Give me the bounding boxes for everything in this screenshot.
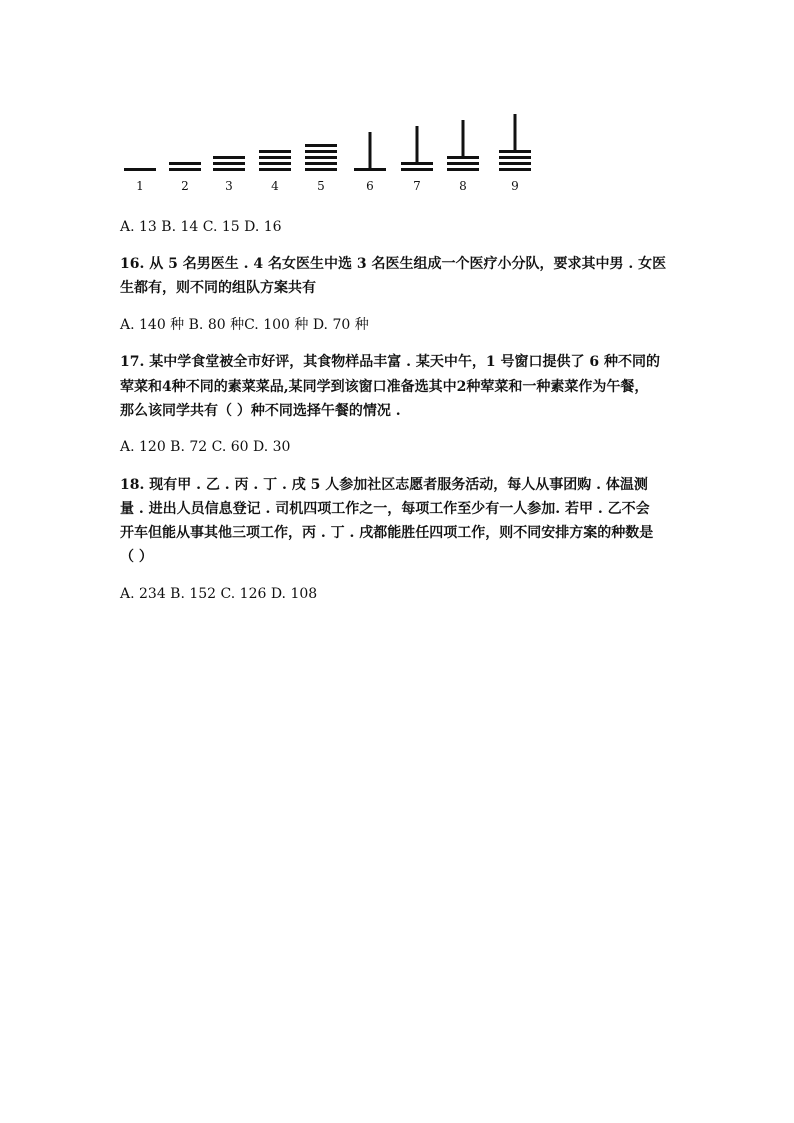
rod-numeral-2: [169, 162, 201, 193]
rod-label-7: 7: [413, 179, 421, 193]
rod-bar: [124, 168, 156, 171]
rod-bar: [259, 168, 291, 171]
rod-label-8: 8: [459, 179, 467, 193]
q16-line-2: 生都有，则不同的组队方案共有: [120, 280, 316, 296]
q16-line-1: 16. 从 5 名男医生 . 4 名女医生中选 3 名医生组成一个医疗小分队，要求其中男 . 女医: [120, 256, 667, 272]
rod-numeral-3: [213, 156, 245, 193]
rod-bar: [213, 156, 245, 159]
rod-bar: [305, 162, 337, 165]
counting-rods-figure: [118, 98, 538, 198]
q18-options: A. 234 B. 152 C. 126 D. 108: [120, 586, 318, 602]
rod-vertical-bar: [416, 126, 419, 162]
rod-bar: [259, 150, 291, 153]
rod-bar: [305, 150, 337, 153]
rod-bar: [447, 156, 479, 159]
rod-bar: [213, 162, 245, 165]
rod-bar: [305, 144, 337, 147]
q17-options: A. 120 B. 72 C. 60 D. 30: [120, 439, 291, 455]
rod-bar: [499, 168, 531, 171]
q17-line-2: 荤菜和4种不同的素菜菜品,某同学到该窗口准备选其中2种荤菜和一种素菜作为午餐，: [120, 379, 649, 395]
q17-line-3: 那么该同学共有（ ）种不同选择午餐的情况 .: [120, 403, 401, 419]
rod-bar: [447, 162, 479, 165]
rod-bar: [401, 168, 433, 171]
rod-vertical-bar: [462, 120, 465, 156]
q18-line-3: 开车但能从事其他三项工作，丙 . 丁 . 戌都能胜任四项工作，则不同安排方案的种数是: [120, 525, 654, 541]
rod-label-2: 2: [181, 179, 189, 193]
rod-label-6: 6: [366, 179, 374, 193]
rod-label-5: 5: [317, 179, 325, 193]
rod-label-1: 1: [136, 179, 144, 193]
rod-numeral-1: [124, 168, 156, 193]
rod-bar: [169, 168, 201, 171]
rod-bar: [213, 168, 245, 171]
rod-bar: [305, 156, 337, 159]
rod-bar: [447, 168, 479, 171]
rod-bar: [499, 150, 531, 153]
rod-numeral-6: [354, 132, 386, 193]
rod-bar: [259, 162, 291, 165]
rod-numeral-9: [499, 114, 531, 193]
q16-options: A. 140 种 B. 80 种C. 100 种 D. 70 种: [120, 317, 369, 333]
rod-bar: [259, 156, 291, 159]
q18-line-4: （ ）: [120, 549, 153, 565]
rod-bar: [499, 162, 531, 165]
rod-numeral-8: [447, 120, 479, 193]
q15-options: A. 13 B. 14 C. 15 D. 16: [120, 219, 282, 235]
rod-numeral-5: [305, 144, 337, 193]
rod-numeral-7: [401, 126, 433, 193]
rod-bar: [354, 168, 386, 171]
q18-line-1: 18. 现有甲 . 乙 . 丙 . 丁 . 戌 5 人参加社区志愿者服务活动，每人从事团购 . 体温测: [120, 477, 648, 493]
q18-line-2: 量 . 进出人员信息登记 . 司机四项工作之一，每项工作至少有一人参加. 若甲 . 乙不会: [120, 501, 650, 517]
rod-numeral-4: [259, 150, 291, 193]
rod-label-4: 4: [271, 179, 279, 193]
rod-label-9: 9: [511, 179, 519, 193]
q17-line-1: 17. 某中学食堂被全市好评，其食物样品丰富 . 某天中午，1 号窗口提供了 6 种不同的: [120, 354, 660, 370]
rod-bar: [169, 162, 201, 165]
rod-bar: [499, 156, 531, 159]
rod-vertical-bar: [514, 114, 517, 150]
rod-bar: [305, 168, 337, 171]
rod-vertical-bar: [369, 132, 372, 168]
counting-rods-svg: [118, 98, 538, 198]
rod-label-3: 3: [225, 179, 233, 193]
rod-bar: [401, 162, 433, 165]
